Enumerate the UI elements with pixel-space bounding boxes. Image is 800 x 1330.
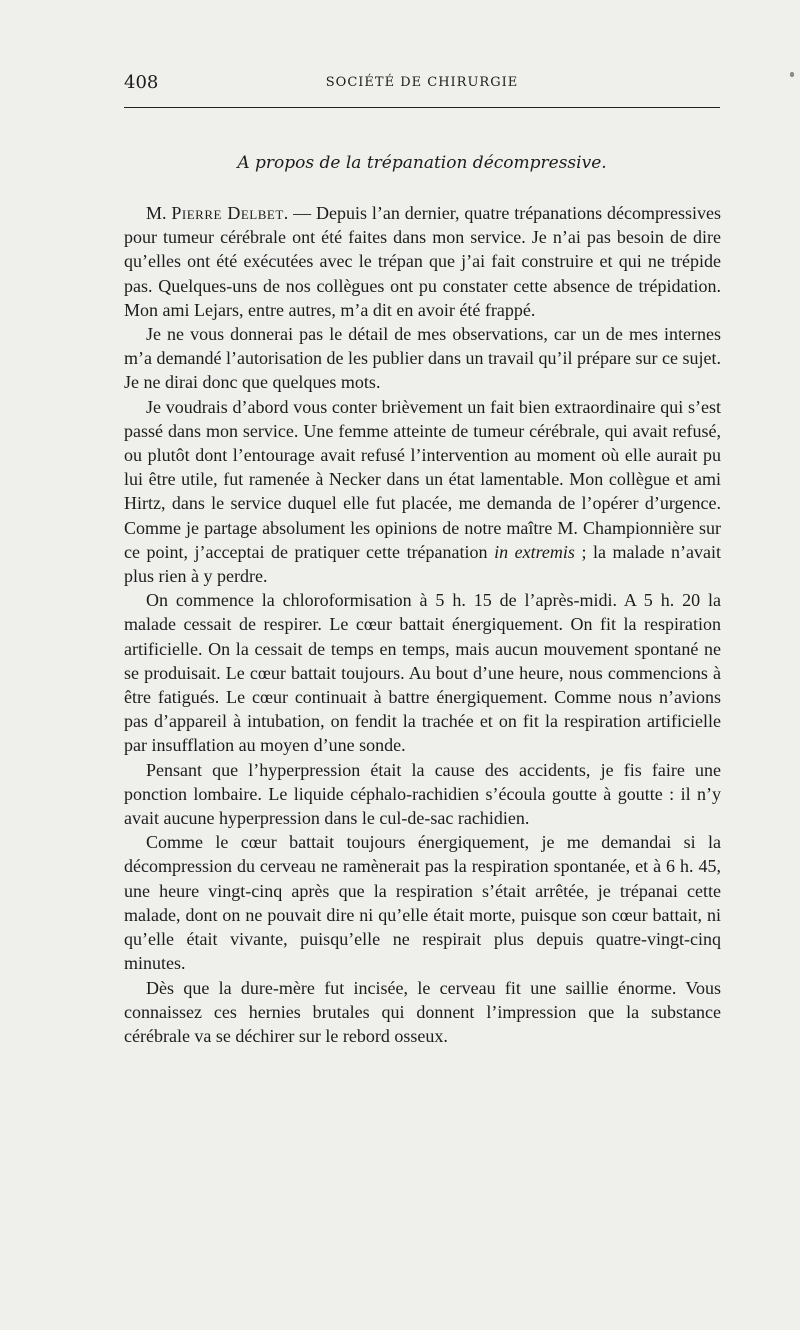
paragraph-3-text-after: ; la malade n’avait plus rien à y perdre. xyxy=(124,541,721,587)
paragraph-3-text-before: Je voudrais d’abord vous conter brièvement un fait bien extraordinaire qui s’est passé dans mon service. Une femme atteinte de tumeur cérébrale, qui avait refusé, ou plutôt dont l’entourage avait refusé l’intervention au moment où elle aurait pu lui être utile, fut ramenée à Necker dans un état lamentable. Mon collègue et ami Hirtz, dans le service duquel elle fut placée, me demanda de l’opérer d’urgence. Comme je partage absolument les opinions de notre maître M. Championnière sur ce point, j’acceptai de pratiquer cette trépanation xyxy=(124,396,721,562)
margin-speck xyxy=(790,72,794,77)
section-title: A propos de la trépanation décompressive. xyxy=(237,153,607,173)
paragraph-6: Comme le cœur battait toujours énergiquement, je me demandai si la décompression du cerveau ne ramènerait pas la respiration spontanée, et à 6 h. 45, une heure vingt-cinq après que la respiration s’était arrêtée, je trépanai cette malade, dont on ne pouvait dire ni qu’elle était morte, puisque son cœur battait, ni qu’elle était vivante, puisqu’elle ne respirait plus depuis quatre-vingt-cinq minutes. xyxy=(124,832,721,974)
latin-phrase: in extremis xyxy=(494,541,575,562)
speaker-prefix: M. xyxy=(146,203,172,223)
journal-title: SOCIÉTÉ DE CHIRURGIE xyxy=(325,75,519,90)
speaker-name: Pierre Delbet xyxy=(171,203,284,223)
paragraph-5: Pensant que l’hyperpression était la cause des accidents, je fis faire une ponction lombaire. Le liquide céphalo-rachidien s’écoula goutte à goutte : il n’y avait aucune hyperpression dans le cul-de-sac rachidien. xyxy=(124,759,721,829)
paragraph-1-text: . — Depuis l’an dernier, quatre trépanations décompressives pour tumeur cérébrale ont été faites dans mon service. Je n’ai pas besoin de dire qu’elles ont été exécutées avec le trépan que j’ai fait construire et qui ne trépide pas. Quelques-uns de nos collègues ont pu constater cette absence de trépidation. Mon ami Lejars, entre autres, m’a dit en avoir été frappé. xyxy=(124,203,722,320)
running-head xyxy=(124,72,720,96)
article-body xyxy=(124,201,721,1048)
header-rule xyxy=(124,107,720,108)
paragraph-7: Dès que la dure-mère fut incisée, le cerveau fit une saillie énorme. Vous connaissez ces hernies brutales qui donnent l’impression que la substance cérébrale va se déchirer sur le rebord osseux. xyxy=(124,977,721,1046)
paragraph-1 xyxy=(124,201,721,322)
paragraph-2: Je ne vous donnerai pas le détail de mes observations, car un de mes internes m’a demandé l’autorisation de les publier dans un travail qu’il prépare sur ce sujet. Je ne dirai donc que quelques mots. xyxy=(124,324,721,393)
page-number: 408 xyxy=(124,72,159,93)
paragraph-3 xyxy=(124,395,721,589)
paragraph-4: On commence la chloroformisation à 5 h. 15 de l’après-midi. A 5 h. 20 la malade cessait de respirer. Le cœur battait énergiquement. On fit la respiration artificielle. On la cessait de temps en temps, mais aucun mouvement spontané ne se produisait. Le cœur battait toujours. Au bout d’une heure, nous commencions à être fatigués. Le cœur continuait à battre énergiquement. Comme nous n’avions pas d’appareil à intubation, on fendit la trachée et on fit la respiration artificielle par insufflation au moyen d’une sonde. xyxy=(124,590,721,756)
